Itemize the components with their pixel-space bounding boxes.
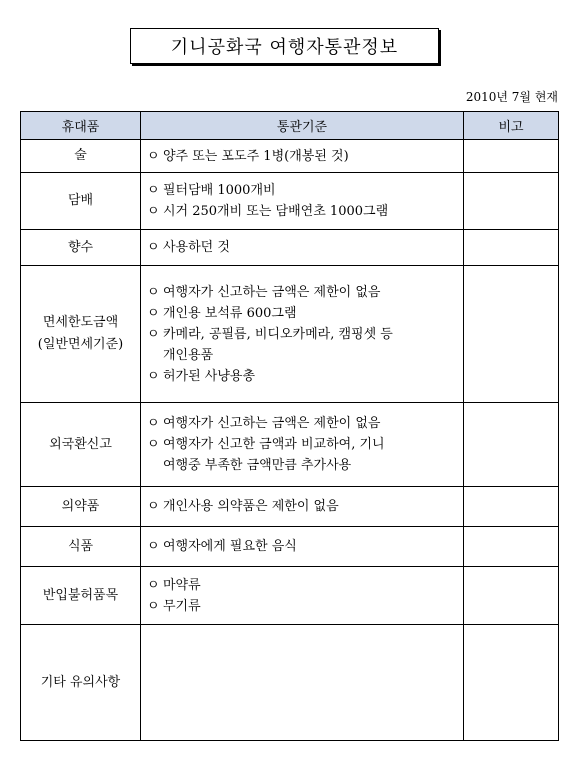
header-criteria: 통관기준 (141, 112, 464, 140)
document-title-box (130, 28, 439, 64)
row-criteria (141, 266, 464, 403)
row-criteria (141, 567, 464, 625)
row-criteria (141, 625, 464, 741)
list-item: ㅇ 개인사용 의약품은 제한이 없음 (147, 496, 457, 517)
row-note (464, 567, 559, 625)
date-note: 2010년 7월 현재 (465, 90, 558, 104)
list-item: ㅇ 양주 또는 포도주 1병(개봉된 것) (147, 146, 457, 167)
table-row (21, 527, 559, 567)
row-category: 식품 (21, 527, 141, 567)
table-row (21, 173, 559, 230)
row-criteria (141, 527, 464, 567)
list-item: ㅇ 시거 250개비 또는 담배연초 1000그램 (147, 201, 457, 222)
row-note (464, 140, 559, 173)
row-category: 면세한도금액 (일반면세기준) (21, 266, 141, 403)
bullet-icon: ㅇ (147, 416, 160, 431)
table-row (21, 625, 559, 741)
table-row (21, 567, 559, 625)
list-item-continuation: 개인용품 (163, 347, 214, 363)
bullet-icon: ㅇ (147, 183, 160, 198)
table-row (21, 140, 559, 173)
bullet-icon: ㅇ (147, 437, 160, 452)
row-note (464, 625, 559, 741)
table-row (21, 403, 559, 487)
bullet-icon: ㅇ (147, 499, 160, 514)
bullet-icon: ㅇ (147, 539, 160, 554)
row-note (464, 487, 559, 527)
list-item: ㅇ 마약류 (147, 575, 457, 596)
table-row (21, 266, 559, 403)
bullet-icon: ㅇ (147, 148, 160, 164)
header-item: 휴대품 (21, 112, 141, 140)
list-item: ㅇ 여행자에게 필요한 음식 (147, 536, 457, 557)
row-category: 담배 (21, 173, 141, 230)
bullet-icon: ㅇ (147, 240, 160, 255)
row-note (464, 173, 559, 230)
bullet-icon: ㅇ (147, 326, 160, 342)
list-item: ㅇ 허가된 사냥용총 (147, 366, 457, 387)
table-row (21, 230, 559, 266)
row-note (464, 266, 559, 403)
row-category: 외국환신고 (21, 403, 141, 487)
customs-table (20, 111, 559, 741)
row-category: 의약품 (21, 487, 141, 527)
list-item: ㅇ 필터담배 1000개비 (147, 180, 457, 201)
table-header-row (21, 112, 559, 140)
list-item: ㅇ 카메라, 공필름, 비디오카메라, 캠핑셋 등 (147, 324, 457, 345)
row-note (464, 403, 559, 487)
row-note (464, 527, 559, 567)
bullet-icon: ㅇ (147, 577, 160, 593)
list-item-continuation: 여행중 부족한 금액만큼 추가사용 (163, 458, 352, 473)
list-item: ㅇ 여행자가 신고하는 금액은 제한이 없음 (147, 282, 457, 303)
row-criteria (141, 487, 464, 527)
row-criteria (141, 140, 464, 173)
row-category: 반입불허품목 (21, 567, 141, 625)
list-item: ㅇ 무기류 (147, 596, 457, 617)
row-criteria (141, 230, 464, 266)
list-item: ㅇ 여행자가 신고하는 금액은 제한이 없음 (147, 413, 457, 434)
row-category: 기타 유의사항 (21, 625, 141, 741)
list-item: ㅇ 사용하던 것 (147, 237, 457, 258)
document-title: 기니공화국 여행자통관정보 (170, 37, 399, 58)
bullet-icon: ㅇ (147, 284, 160, 300)
row-category: 술 (21, 140, 141, 173)
list-item: ㅇ 개인용 보석류 600그램 (147, 303, 457, 324)
bullet-icon: ㅇ (147, 598, 160, 614)
row-criteria (141, 403, 464, 487)
bullet-icon: ㅇ (147, 305, 160, 321)
row-criteria (141, 173, 464, 230)
bullet-icon: ㅇ (147, 204, 160, 219)
bullet-icon: ㅇ (147, 368, 160, 384)
table-row (21, 487, 559, 527)
header-note: 비고 (464, 112, 559, 140)
list-item: ㅇ 여행자가 신고한 금액과 비교하여, 기니 (147, 434, 457, 455)
row-category: 향수 (21, 230, 141, 266)
row-note (464, 230, 559, 266)
